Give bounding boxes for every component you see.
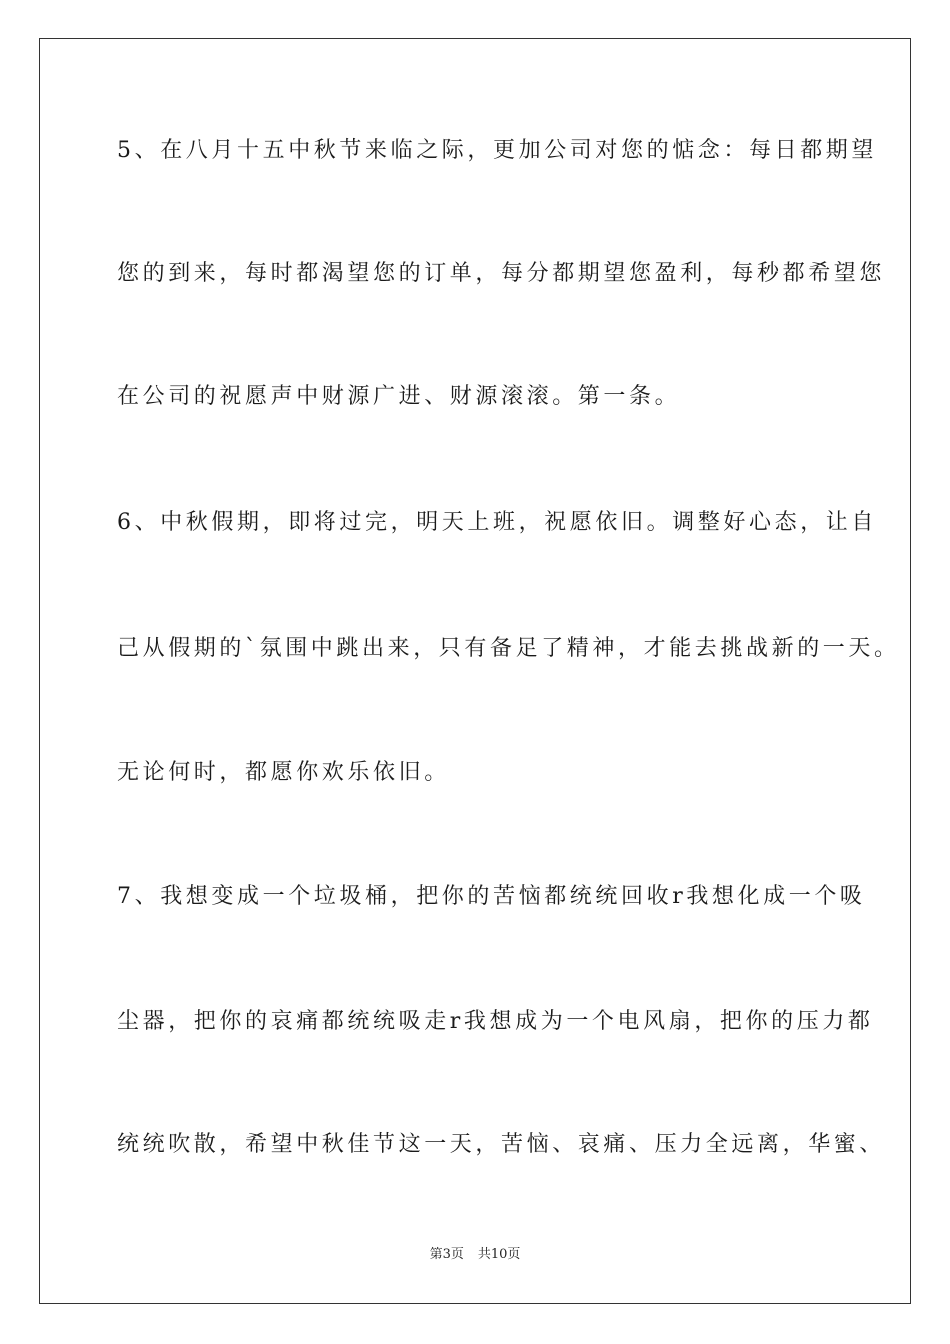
text-line: 6、中秋假期，即将过完，明天上班，祝愿依旧。调整好心态，让自 xyxy=(117,510,877,535)
text-line: 在公司的祝愿声中财源广进、财源滚滚。第一条。 xyxy=(117,384,681,409)
text-line: 无论何时，都愿你欢乐依旧。 xyxy=(117,760,450,785)
total-pages: 共10页 xyxy=(477,1247,521,1262)
text-line: 尘器，把你的哀痛都统统吸走r我想成为一个电风扇，把你的压力都 xyxy=(117,1009,874,1034)
page-footer xyxy=(0,1245,950,1265)
page-border xyxy=(39,38,911,1304)
text-line: 5、在八月十五中秋节来临之际，更加公司对您的惦念：每日都期望 xyxy=(117,138,877,163)
text-line: 统统吹散，希望中秋佳节这一天，苦恼、哀痛、压力全远离，华蜜、 xyxy=(117,1132,886,1157)
text-line: 您的到来，每时都渴望您的订单，每分都期望您盈利，每秒都希望您 xyxy=(117,261,886,286)
page-number: 第3页 xyxy=(429,1247,464,1262)
text-line: 7、我想变成一个垃圾桶，把你的苦恼都统统回收r我想化成一个吸 xyxy=(117,884,866,909)
text-line: 己从假期的`氛围中跳出来，只有备足了精神，才能去挑战新的一天。 xyxy=(117,636,900,661)
